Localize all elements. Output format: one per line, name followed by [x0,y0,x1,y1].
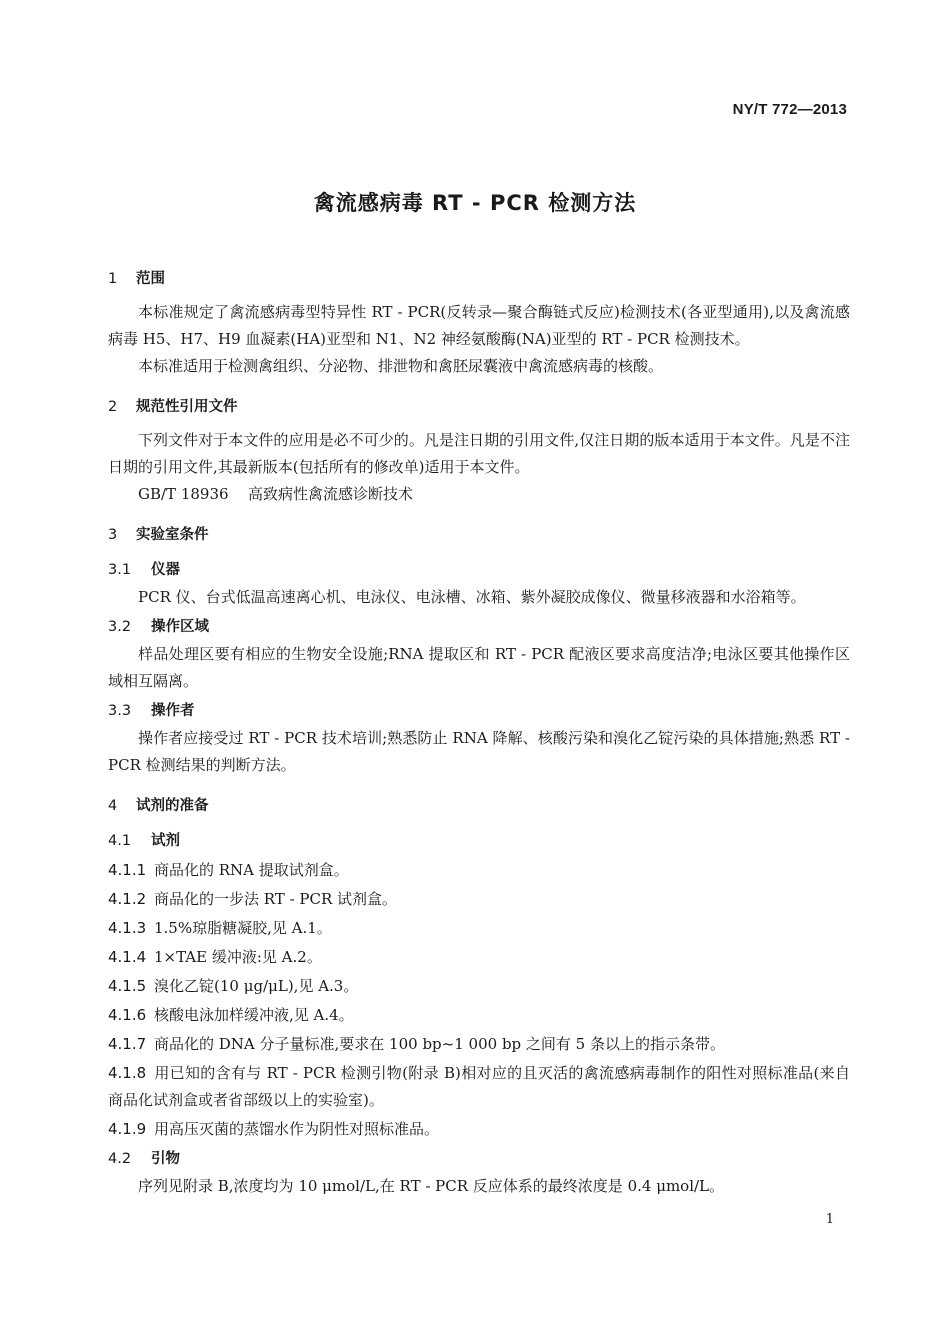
list-item [108,944,850,971]
item-number: 4.1.9 [108,1120,147,1138]
item-text: 1.5%琼脂糖凝胶,见 A.1。 [154,919,332,937]
reference-code: GB/T 18936 [138,485,229,503]
subsection-title: 仪器 [151,562,180,578]
paragraph: 序列见附录 B,浓度均为 10 μmol/L,在 RT - PCR 反应体系的最终浓度是 0.4 μmol/L。 [138,1177,725,1195]
paragraph: 样品处理区要有相应的生物安全设施;RNA 提取区和 RT - PCR 配液区要求高度洁净;电泳区要其他操作区域相互隔离。 [108,645,850,690]
subsection-number: 3.1 [108,562,132,578]
section-3-heading [108,522,850,549]
subsection-title: 操作者 [151,703,195,719]
list-item [108,1116,850,1143]
document-body [108,258,850,1200]
item-text: 用高压灭菌的蒸馏水作为阴性对照标准品。 [154,1120,440,1138]
standard-code: NY/T 772—2013 [732,101,847,118]
subsection-title: 引物 [151,1151,180,1167]
document-title: 禽流感病毒 RT - PCR 检测方法 [313,191,637,215]
list-item [108,973,850,1000]
item-text: 商品化的 DNA 分子量标准,要求在 100 bp~1 000 bp 之间有 5 条以上的指示条带。 [154,1035,725,1053]
item-number: 4.1.3 [108,919,147,937]
list-item [108,886,850,913]
subsection-3-2-heading [108,614,850,641]
subsection-number: 3.2 [108,619,132,635]
reference-title: 高致病性禽流感诊断技术 [248,485,414,503]
section-2-heading [108,394,850,421]
item-text: 核酸电泳加样缓冲液,见 A.4。 [154,1006,354,1024]
item-number: 4.1.1 [108,861,147,879]
item-number: 4.1.4 [108,948,147,966]
section-4-heading [108,793,850,820]
section-1-heading [108,266,850,293]
subsection-3-1-heading [108,557,850,584]
subsection-4-1-heading [108,828,850,855]
subsection-3-3-heading [108,698,850,725]
section-title: 实验室条件 [136,527,209,543]
subsection-title: 试剂 [151,833,180,849]
section-number: 4 [108,798,118,814]
section-number: 2 [108,399,118,415]
paragraph: 本标准适用于检测禽组织、分泌物、排泄物和禽胚尿囊液中禽流感病毒的核酸。 [138,357,664,375]
section-number: 1 [108,271,118,287]
paragraph: 本标准规定了禽流感病毒型特异性 RT - PCR(反转录—聚合酶链式反应)检测技术(各亚型通用),以及禽流感病毒 H5、H7、H9 血凝素(HA)亚型和 N1、N2 神经氨酸酶(NA)亚型的 RT - PCR 检测技术。 [108,303,850,348]
item-number: 4.1.6 [108,1006,147,1024]
list-item [108,1002,850,1029]
item-number: 4.1.5 [108,977,147,995]
list-item [108,857,850,884]
item-text: 溴化乙锭(10 μg/μL),见 A.3。 [154,977,359,995]
list-item [108,1031,850,1058]
item-text: 用已知的含有与 RT - PCR 检测引物(附录 B)相对应的且灭活的禽流感病毒制作的阳性对照标准品(来自商品化试剂盒或者省部级以上的实验室)。 [108,1064,850,1109]
subsection-4-2-heading [108,1146,850,1173]
item-text: 商品化的一步法 RT - PCR 试剂盒。 [154,890,398,908]
item-number: 4.1.2 [108,890,147,908]
subsection-title: 操作区域 [151,619,209,635]
item-text: 1×TAE 缓冲液:见 A.2。 [154,948,322,966]
section-title: 范围 [136,271,165,287]
subsection-number: 4.1 [108,833,132,849]
page-number: 1 [825,1212,834,1227]
paragraph: 下列文件对于本文件的应用是必不可少的。凡是注日期的引用文件,仅注日期的版本适用于本文件。凡是不注日期的引用文件,其最新版本(包括所有的修改单)适用于本文件。 [108,431,850,476]
paragraph: PCR 仪、台式低温高速离心机、电泳仪、电泳槽、冰箱、紫外凝胶成像仪、微量移液器和水浴箱等。 [138,588,806,606]
subsection-number: 3.3 [108,703,132,719]
list-item [108,915,850,942]
section-number: 3 [108,527,118,543]
list-item [108,1060,850,1114]
item-number: 4.1.8 [108,1064,147,1082]
item-text: 商品化的 RNA 提取试剂盒。 [154,861,349,879]
section-title: 规范性引用文件 [136,399,238,415]
section-title: 试剂的准备 [136,798,209,814]
subsection-number: 4.2 [108,1151,132,1167]
item-number: 4.1.7 [108,1035,147,1053]
normative-reference [138,481,850,508]
paragraph: 操作者应接受过 RT - PCR 技术培训;熟悉防止 RNA 降解、核酸污染和溴化乙锭污染的具体措施;熟悉 RT - PCR 检测结果的判断方法。 [108,729,850,774]
